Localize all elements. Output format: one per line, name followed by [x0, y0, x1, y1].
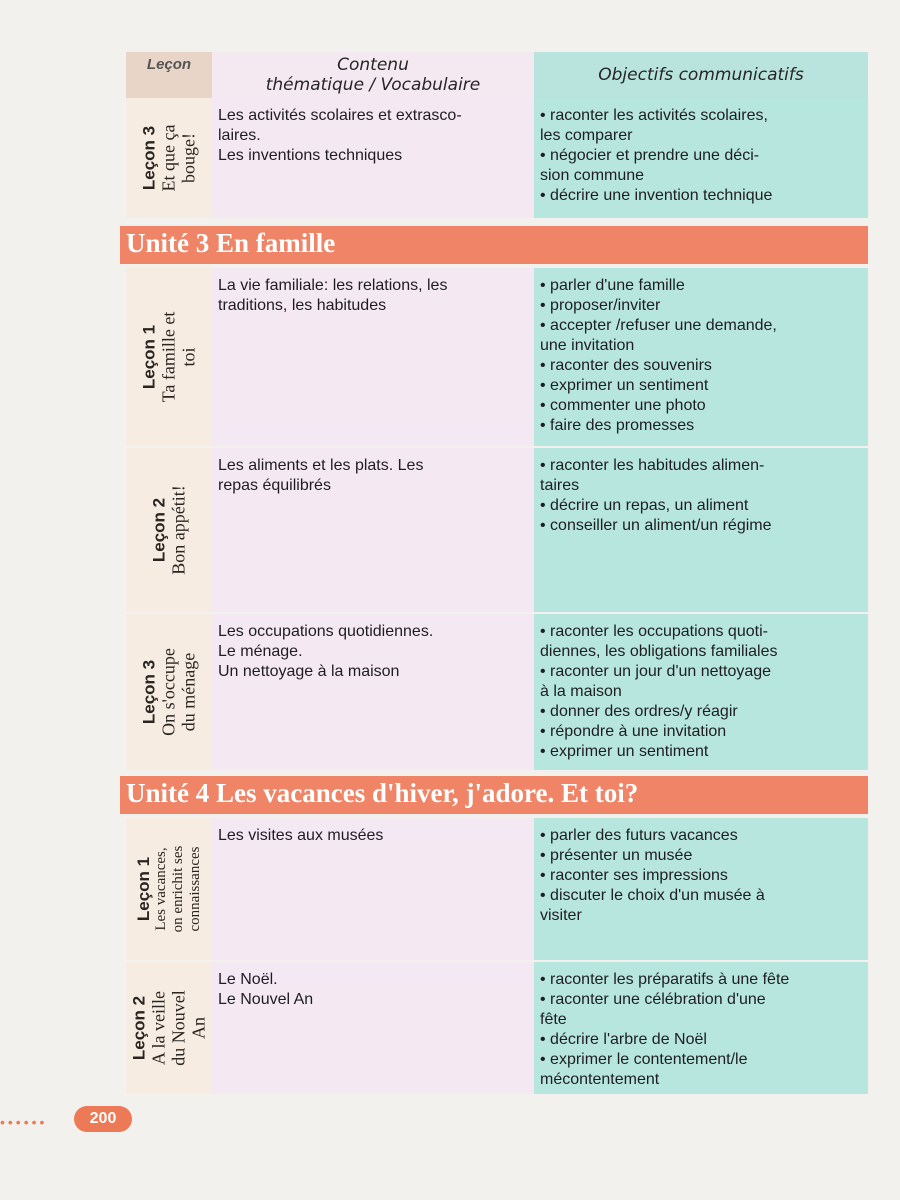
- lesson-title: Leçon 1 Ta famille et toi: [139, 311, 199, 403]
- header-objectives-cell: [534, 52, 868, 98]
- objectives-cell: • parler d'une famille • proposer/inviter • accepter /refuser une demande, une invitation • raconter des souvenirs • exprimer un sentiment • commenter une photo • faire des promesses: [534, 268, 868, 446]
- lesson-title: Leçon 2 A la veille du Nouvel An: [129, 990, 209, 1066]
- objectives-cell: • raconter les occupations quoti- diennes, les obligations familiales • raconter un jour d'un nettoyage à la maison • donner des ordres/y réagir • répondre à une invitation • exprimer un sentiment: [534, 614, 868, 770]
- unit-title: Unité 3 En famille: [126, 228, 336, 258]
- lesson-title: Leçon 1 Les vacances, on enrichit ses connaissances: [134, 845, 203, 933]
- content-cell: Les occupations quotidiennes. Le ménage. Un nettoyage à la maison: [212, 614, 534, 770]
- objectives-cell: • parler des futurs vacances • présenter un musée • raconter ses impressions • discuter le choix d'un musée à visiter: [534, 818, 868, 960]
- lesson-title: Leçon 3 Et que ça bouge!: [139, 124, 199, 192]
- header-objectives-label: Objectifs communicatifs: [598, 65, 804, 85]
- unit-title: Unité 4 Les vacances d'hiver, j'adore. Et toi?: [126, 778, 639, 808]
- header-lesson-label: Leçon: [146, 56, 192, 73]
- objectives-cell: • raconter les habitudes alimen- taires • décrire un repas, un aliment • conseiller un aliment/un régime: [534, 448, 868, 612]
- decorative-dots: ••••••: [0, 1114, 48, 1130]
- lesson-title: Leçon 2 Bon appétit!: [149, 485, 189, 575]
- lesson-cell: [126, 98, 212, 218]
- unit-banner: [120, 776, 868, 814]
- lesson-title: Leçon 3 On s'occupe du ménage: [139, 648, 199, 736]
- table-row: [120, 818, 868, 960]
- header-content-label-2: thématique / Vocabulaire: [265, 75, 481, 95]
- header-content-cell: [212, 52, 534, 98]
- lesson-cell: [126, 962, 212, 1094]
- content-cell: Les visites aux musées: [212, 818, 534, 960]
- lesson-cell: [126, 268, 212, 446]
- unit-banner: [120, 226, 868, 264]
- table-row: [120, 268, 868, 446]
- table-row: [120, 98, 868, 218]
- table-row: [120, 962, 868, 1094]
- content-cell: Les aliments et les plats. Les repas équilibrés: [212, 448, 534, 612]
- lesson-cell: [126, 448, 212, 612]
- table-row: [120, 614, 868, 770]
- header-lesson-cell: [126, 52, 212, 98]
- content-cell: La vie familiale: les relations, les traditions, les habitudes: [212, 268, 534, 446]
- objectives-cell: • raconter les préparatifs à une fête • raconter une célébration d'une fête • décrire l'arbre de Noël • exprimer le contentement/le mécontentement: [534, 962, 868, 1094]
- page-number: 200: [74, 1106, 132, 1132]
- lesson-cell: [126, 614, 212, 770]
- lesson-cell: [126, 818, 212, 960]
- content-cell: Le Noël. Le Nouvel An: [212, 962, 534, 1094]
- content-cell: Les activités scolaires et extrasco- laires. Les inventions techniques: [212, 98, 534, 218]
- objectives-cell: • raconter les activités scolaires, les comparer • négocier et prendre une déci- sion commune • décrire une invention technique: [534, 98, 868, 218]
- table-row: [120, 448, 868, 612]
- header-content-label-1: Contenu: [337, 55, 409, 75]
